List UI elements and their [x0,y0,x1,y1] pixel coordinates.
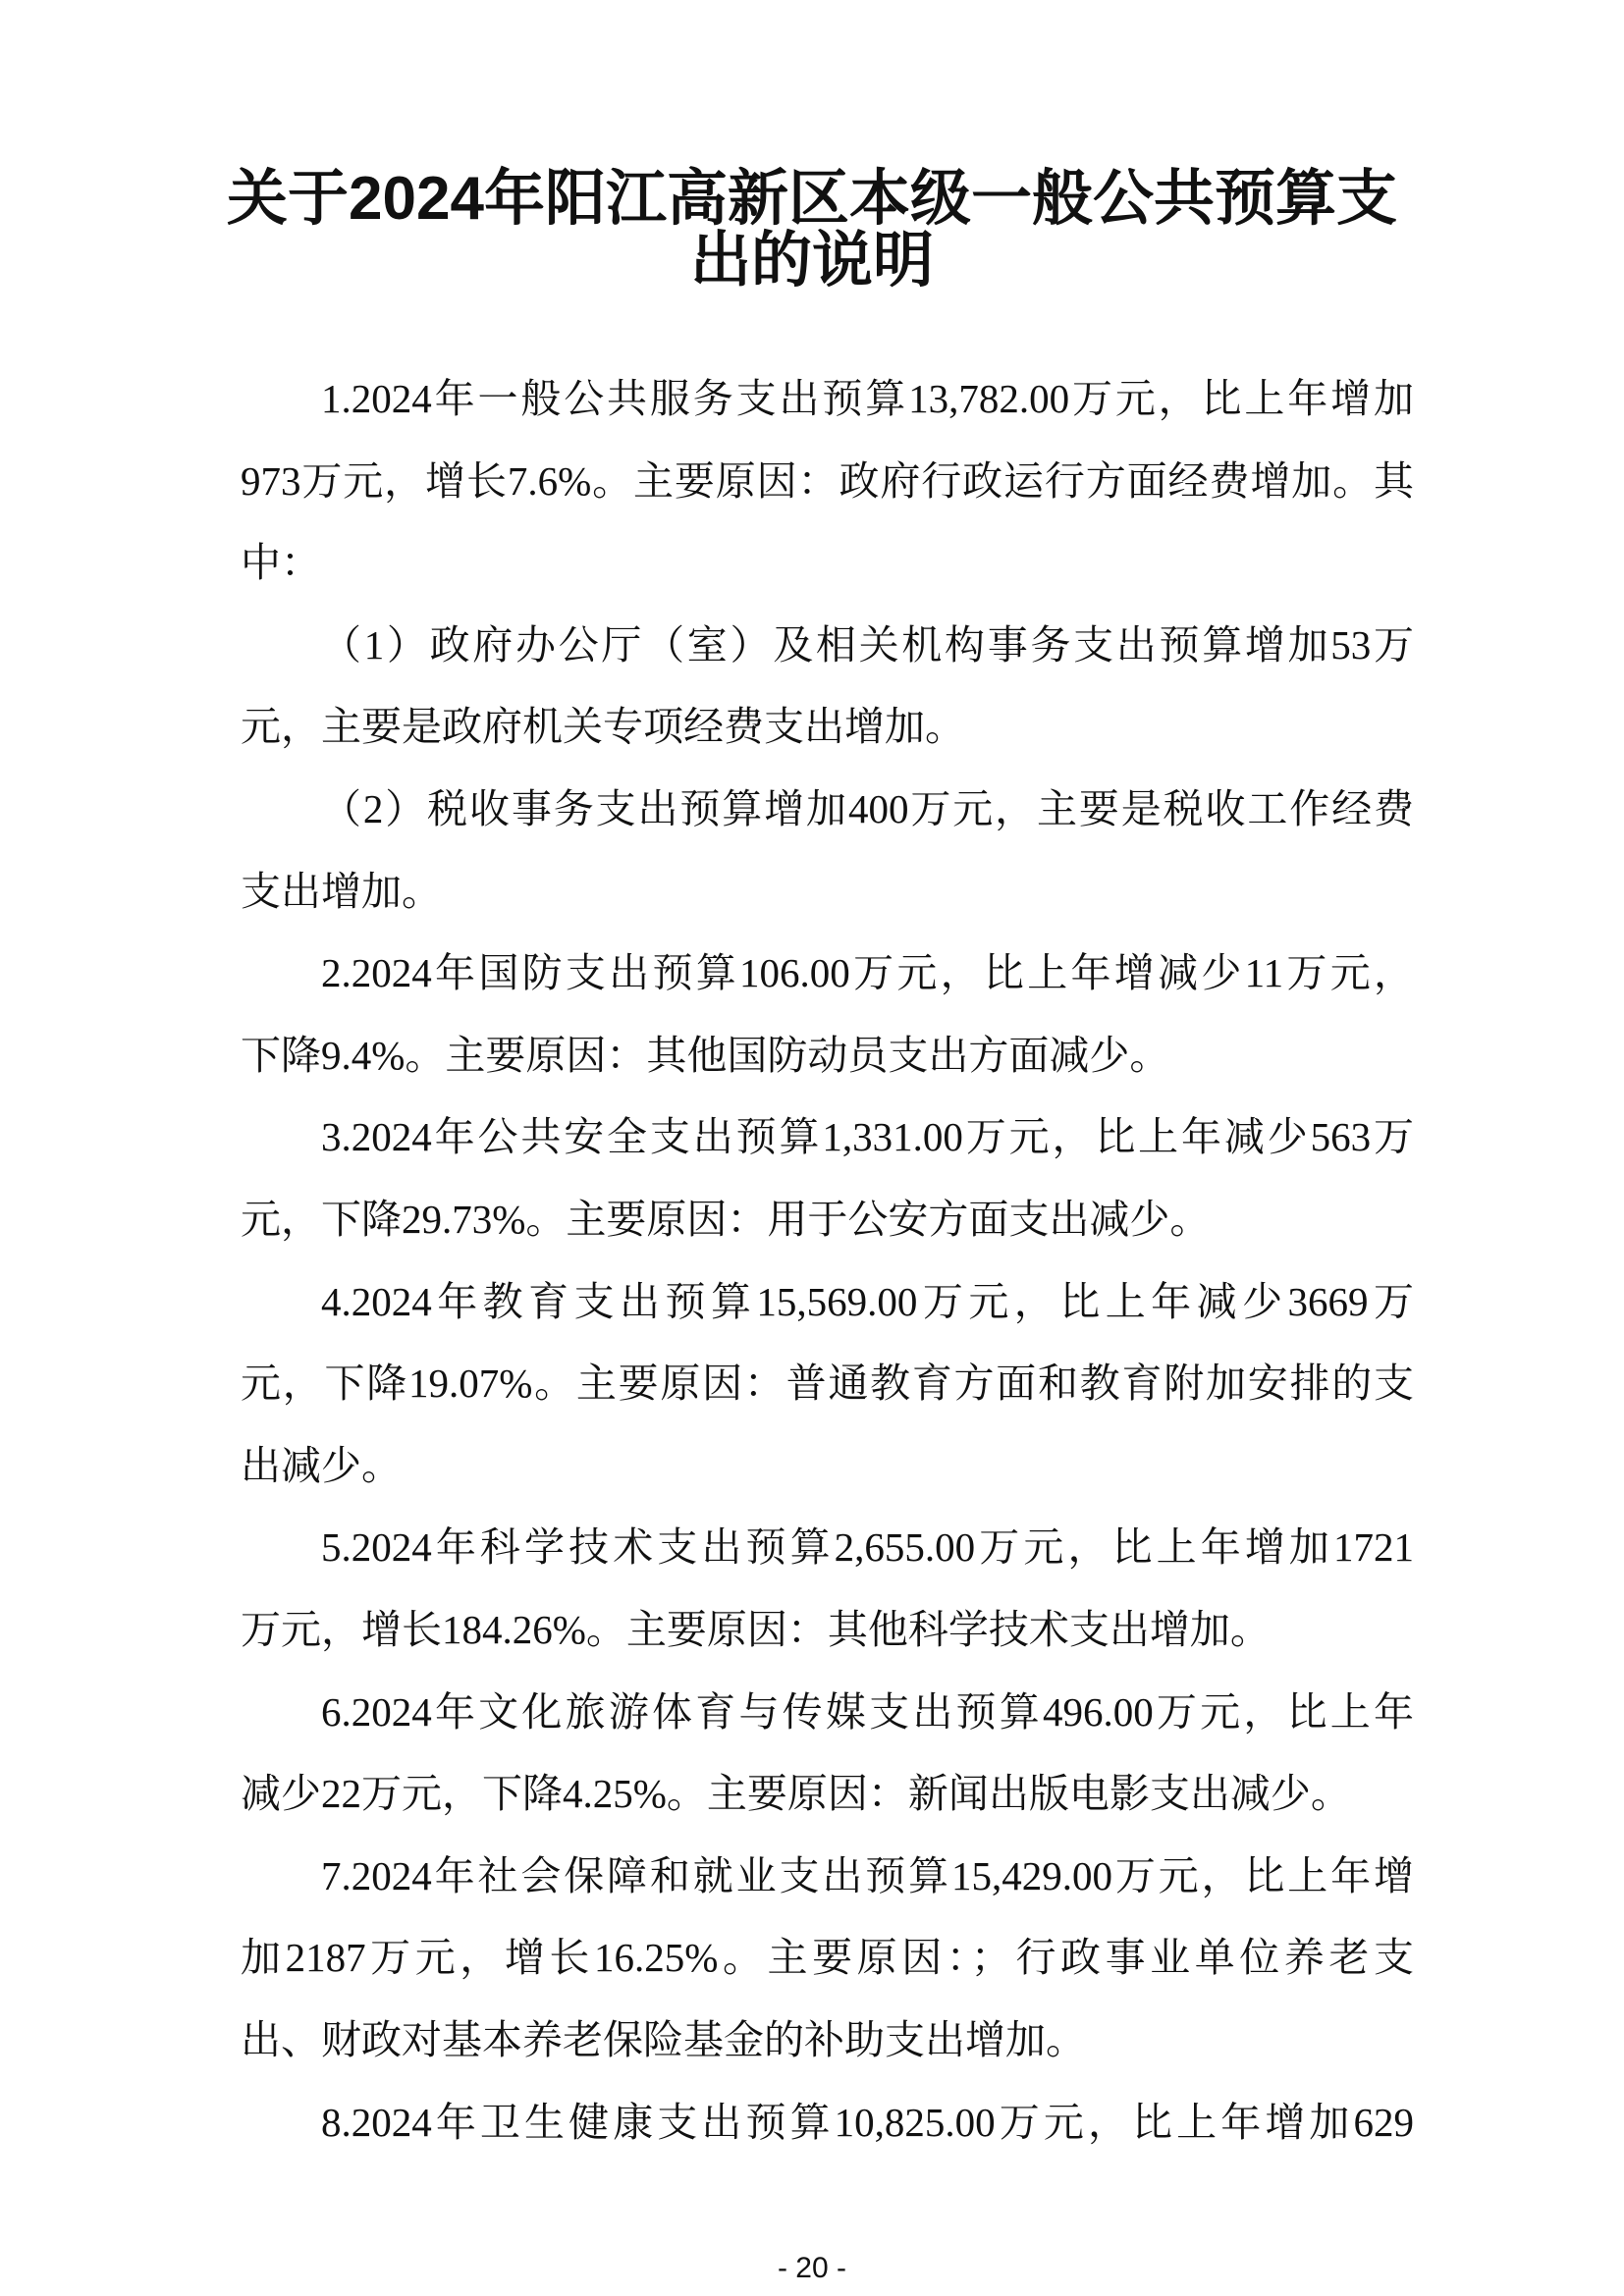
text-line: 3.2024年公共安全支出预算1,331.00万元，比上年减少563万 [321,1114,1414,1160]
text-line: 973万元，增长7.6%。主要原因：政府行政运行方面经费增加。其 [241,457,1414,504]
text-line: 支出增加。 [241,868,442,914]
text-line: 元，主要是政府机关专项经费支出增加。 [241,704,965,750]
text-line: 中： [241,540,321,586]
page-number: - 20 - [777,2252,847,2284]
text-line: 加2187万元，增长16.25%。主要原因：；行政事业单位养老支 [241,1935,1414,1981]
text-line: 4.2024年教育支出预算15,569.00万元，比上年减少3669万 [321,1278,1414,1324]
text-line: 7.2024年社会保障和就业支出预算15,429.00万元，比上年增 [321,1852,1414,1898]
text-line: 5.2024年科学技术支出预算2,655.00万元，比上年增加1721 [321,1524,1414,1571]
document-title-line-2: 出的说明 [689,227,934,294]
text-line: 2.2024年国防支出预算106.00万元，比上年增减少11万元， [321,950,1414,996]
text-line: 万元，增长184.26%。主要原因：其他科学技术支出增加。 [241,1607,1271,1652]
text-line: 减少22万元，下降4.25%。主要原因：新闻出版电影支出减少。 [241,1771,1351,1817]
text-line: 出减少。 [241,1442,402,1488]
text-line: 出、财政对基本养老保险基金的补助支出增加。 [241,2017,1086,2062]
text-line: 下降9.4%。主要原因：其他国防动员支出方面减少。 [241,1032,1170,1078]
text-line: （1）政府办公厅（室）及相关机构事务支出预算增加53万 [321,621,1414,667]
text-line: 8.2024年卫生健康支出预算10,825.00万元，比上年增加629 [321,2099,1414,2145]
text-line: 元，下降29.73%。主要原因：用于公安方面支出减少。 [241,1197,1211,1242]
text-line: 1.2024年一般公共服务支出预算13,782.00万元，比上年增加 [321,376,1414,421]
document-title-line-1: 关于2024年阳江高新区本级一般公共预算支 [227,165,1397,233]
text-line: （2）税收事务支出预算增加400万元，主要是税收工作经费 [321,786,1414,831]
text-line: 6.2024年文化旅游体育与传媒支出预算496.00万元，比上年 [321,1688,1414,1735]
text-line: 元，下降19.07%。主要原因：普通教育方面和教育附加安排的支 [241,1361,1414,1407]
